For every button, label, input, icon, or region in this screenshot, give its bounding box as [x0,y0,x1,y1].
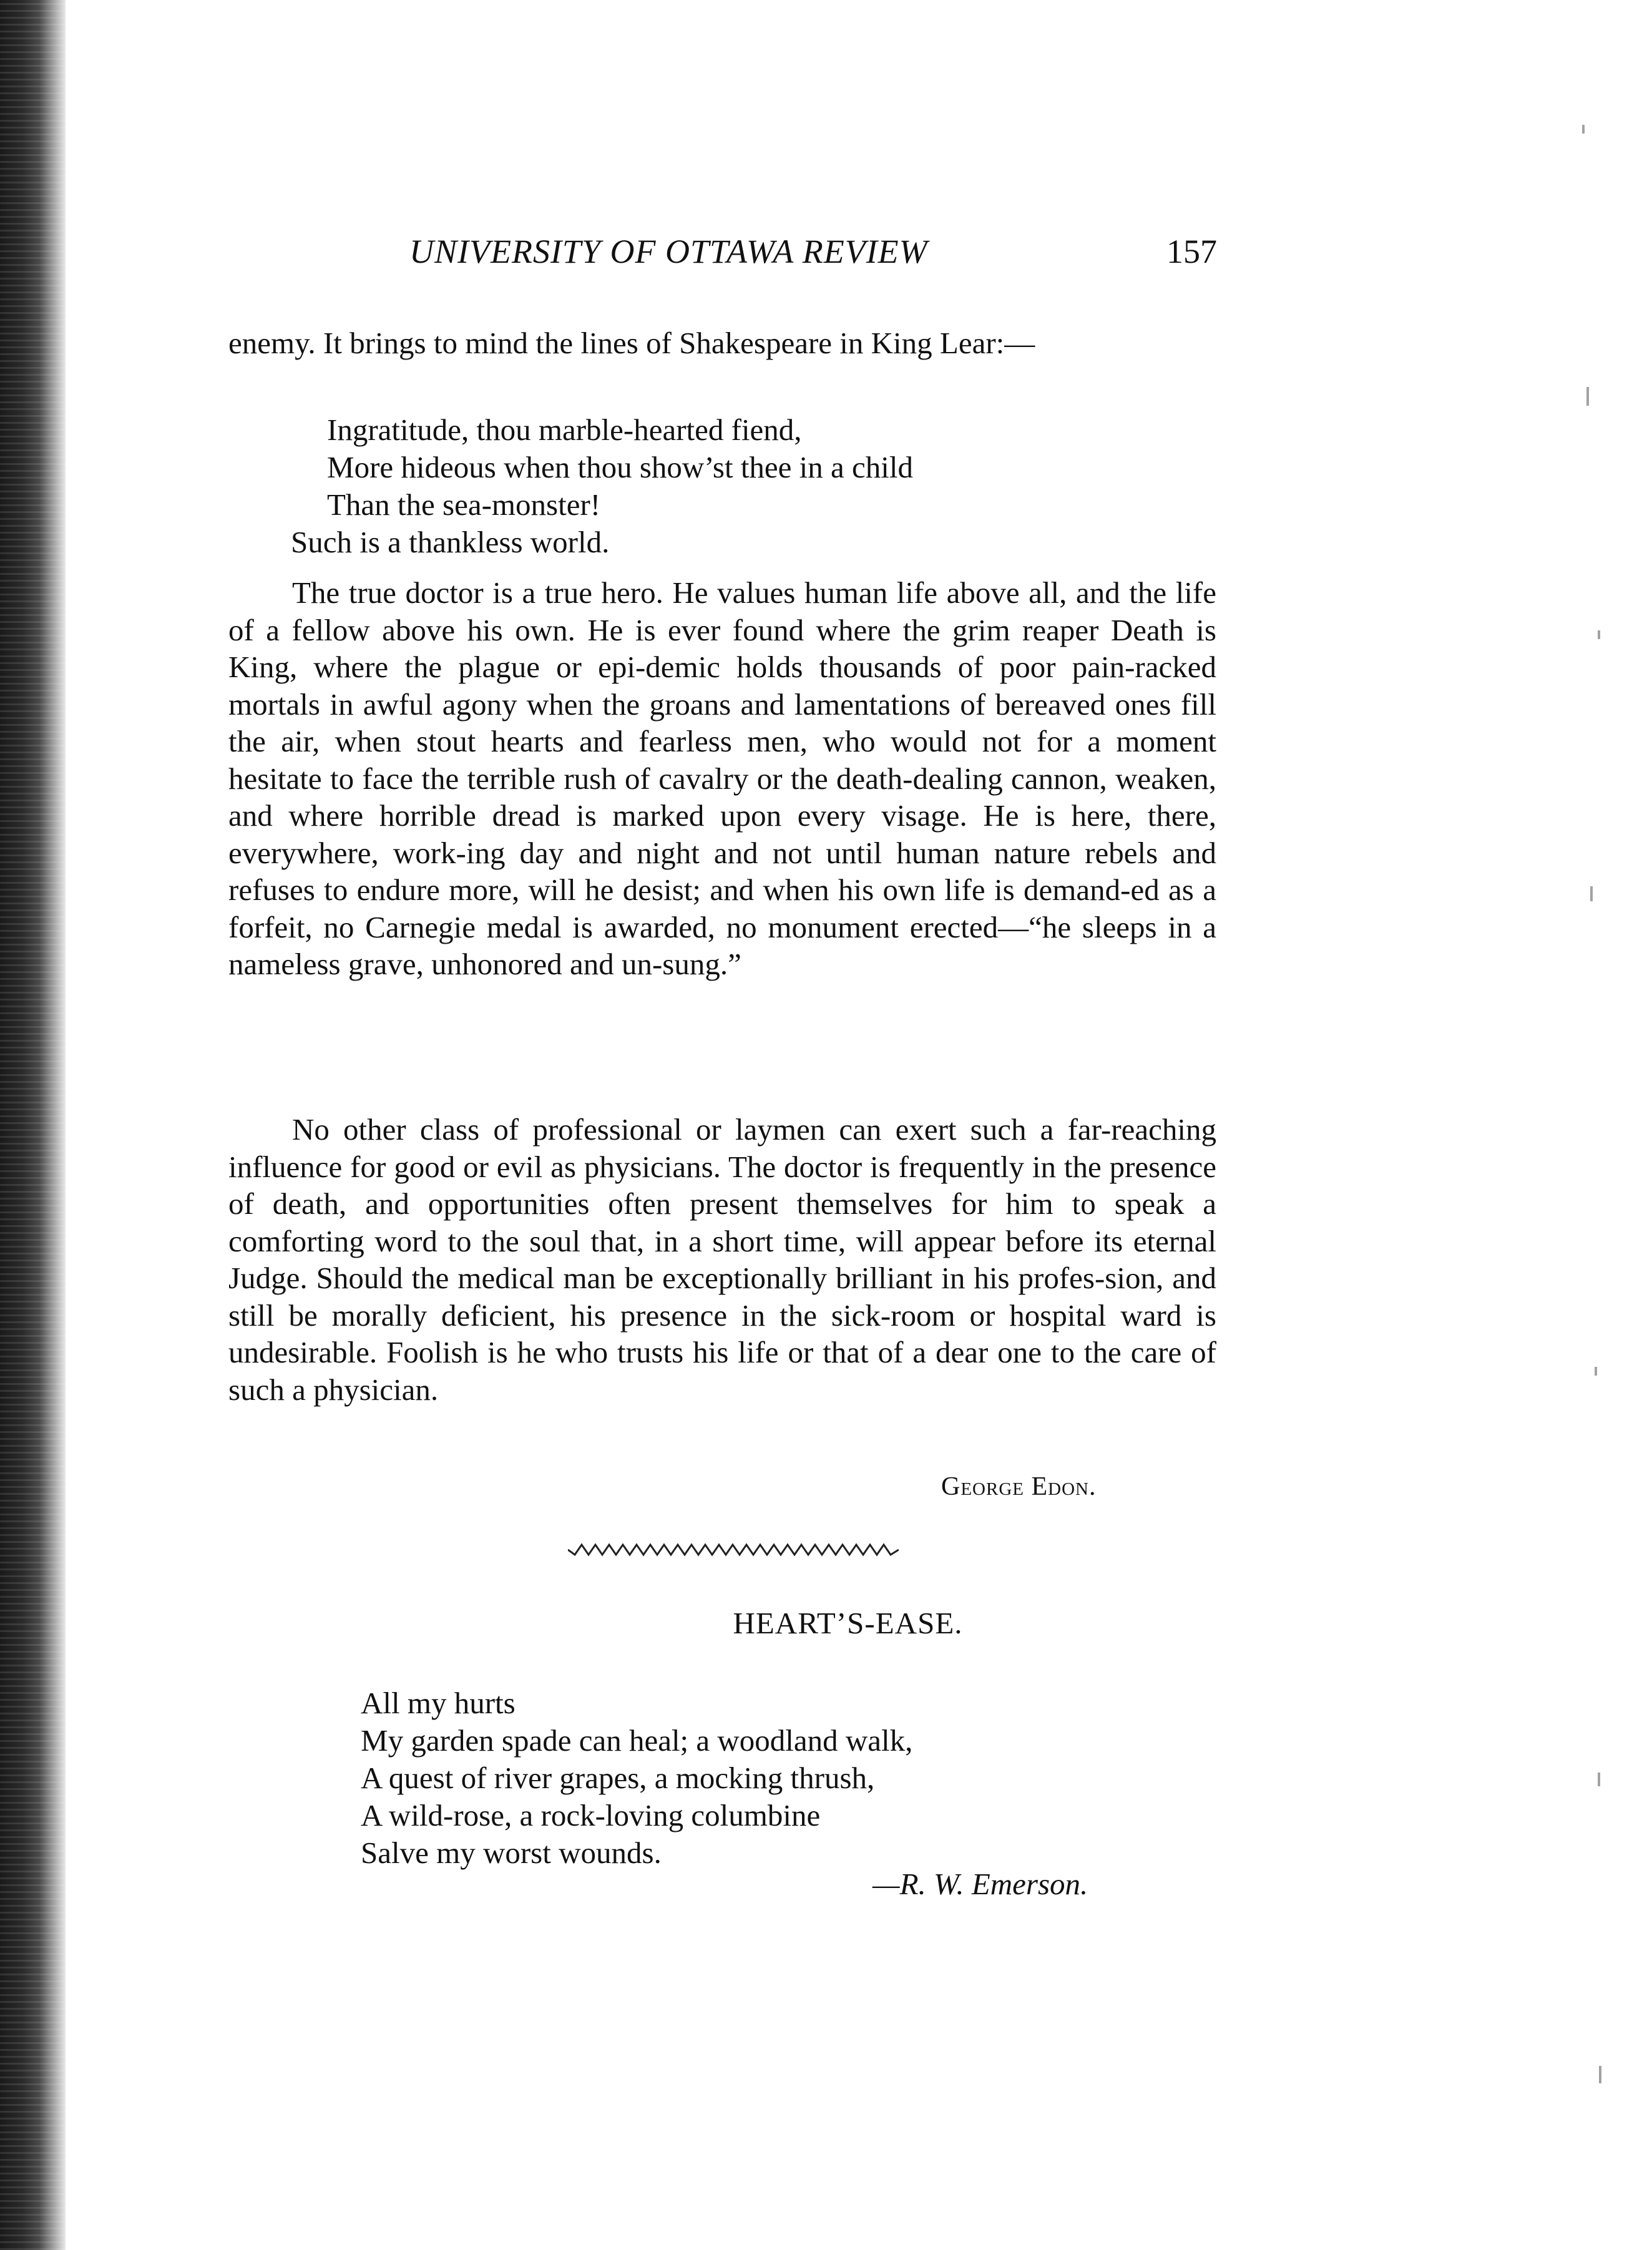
poem-line-3: A quest of river grapes, a mocking thrush, [361,1761,875,1795]
journal-title: UNIVERSITY OF OTTAWA REVIEW [409,233,928,270]
scan-speck [1582,125,1585,134]
paragraph-text: No other class of professional or laymen can exert such a far-reaching influence for good or evil as physicians. The doctor is frequently in the presence of death, and opportunities often present themselves for him to speak a comforting word to the soul that, in a short time, will appear before its eternal Judge. Should the medical man be exceptionally brilliant in his profes-sion, and still be morally deficient, his presence in the sick-room or hospital ward is undesirable. Foolish is he who trusts his life or that of a dear one to the care of such a physician. [228,1112,1216,1407]
scan-speck [1598,1773,1600,1786]
poem-line-4: A wild-rose, a rock-loving columbine [361,1798,821,1832]
doctor-hero-paragraph [228,574,1216,983]
poem-attribution: —R. W. Emerson. [872,1867,1088,1901]
poem-line-1: All my hurts [361,1686,516,1720]
page-number: 157 [1166,233,1217,270]
poem-line-5: Salve my worst wounds. [361,1836,662,1870]
book-binding-edge [0,0,66,2250]
verse-line-2: More hideous when thou show’st thee in a child [327,450,914,484]
poem-title: HEART’S-EASE. [733,1606,963,1640]
intro-paragraph [228,325,1216,362]
scan-speck [1599,2066,1601,2083]
running-header [399,232,1217,270]
scan-speck [1586,387,1589,406]
verse-line-3: Than the sea-monster! [327,487,601,522]
wavy-rule [568,1545,899,1555]
influence-paragraph [228,1111,1216,1408]
author-signature: George Edon. [941,1472,1097,1501]
intro-text: enemy. It brings to mind the lines of Shakespeare in King Lear:— [228,326,1035,360]
verse-line-1: Ingratitude, thou marble-hearted fiend, [327,413,802,447]
scan-speck [1598,630,1600,639]
verse-conclusion: Such is a thankless world. [291,525,610,559]
scan-speck [1595,1367,1597,1376]
paragraph-text: The true doctor is a true hero. He values human life above all, and the life of a fellow above his own. He is ever found where the grim reaper Death is King, where the plague or epi-demic holds thousands of poor pain-racked mortals in awful agony when the groans and lamentations of bereaved ones fill the air, when stout hearts and fearless men, who would not for a moment hesitate to face the terrible rush of cavalry or the death-dealing cannon, weaken, and where horrible dread is marked upon every visage. He is here, there, everywhere, work-ing day and night and not until human nature rebels and refuses to endure more, will he desist; and when his own life is demand-ed as a forfeit, no Carnegie medal is awarded, no monument erected—“he sleeps in a nameless grave, unhonored and un-sung.” [228,575,1216,981]
ornamental-divider [568,1542,899,1558]
poem-line-2: My garden spade can heal; a woodland walk, [361,1723,913,1758]
scan-speck [1590,886,1593,901]
